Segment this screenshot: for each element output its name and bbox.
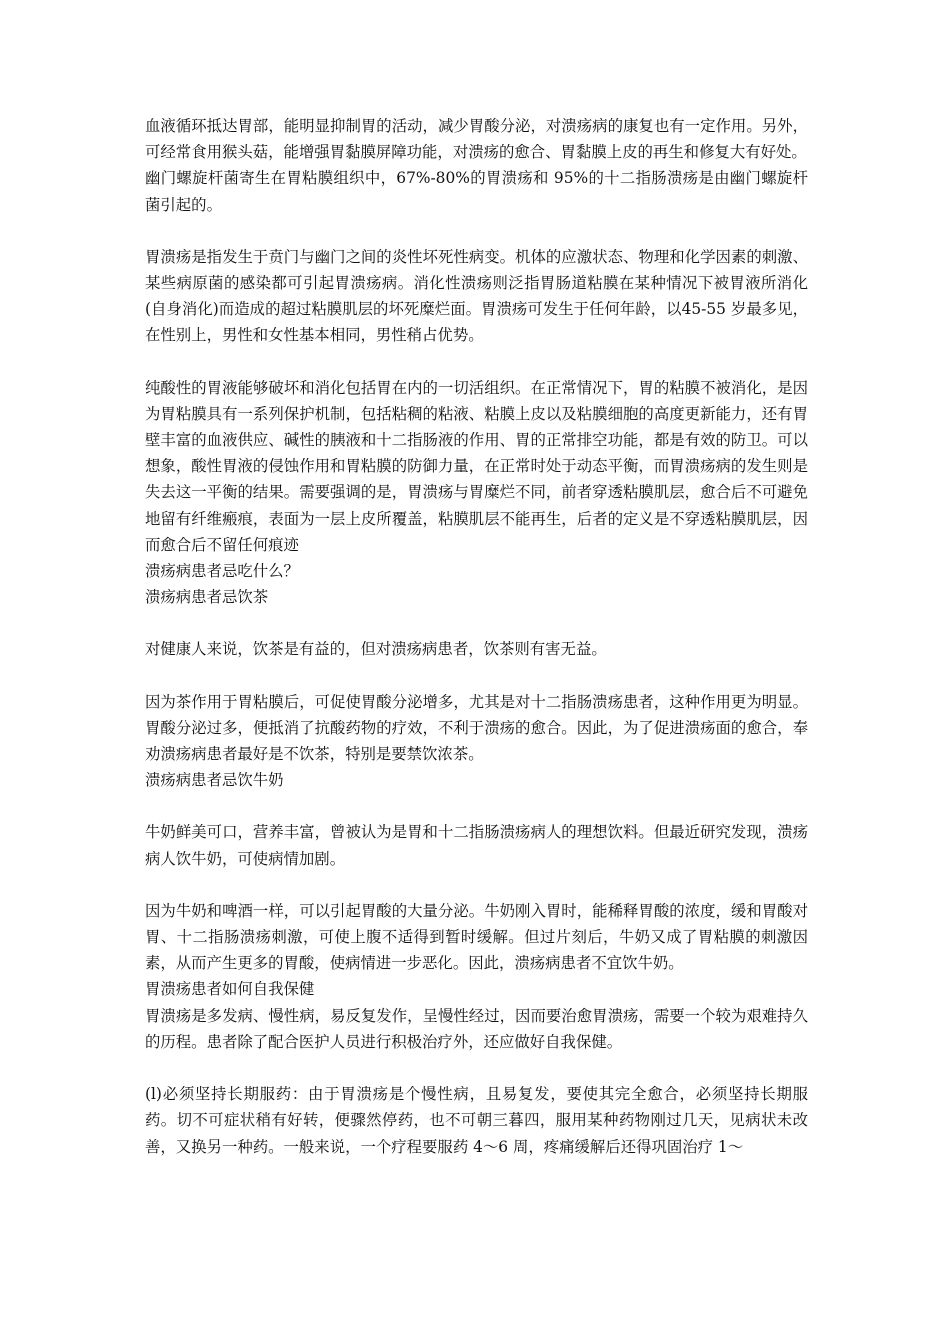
paragraph-milk-reason: 因为牛奶和啤酒一样，可以引起胃酸的大量分泌。牛奶刚入胃时，能稀释胃酸的浓度，缓和胃酸对胃、十二指肠溃疡刺激，可使上腹不适得到暂时缓解。但过片刻后，牛奶又成了胃粘膜的刺激因素，从而产生更多的胃酸，使病情进一步恶化。因此，溃疡病患者不宜饮牛奶。 xyxy=(145,901,808,973)
paragraph-mechanism: 纯酸性的胃液能够破坏和消化包括胃在内的一切活组织。在正常情况下，胃的粘膜不被消化，是因为胃粘膜具有一系列保护机制，包括粘稠的粘液、粘膜上皮以及粘膜细胞的高度更新能力，还有胃壁丰富的血液供应、碱性的胰液和十二指肠液的作用、胃的正常排空功能，都是有效的防卫。可以想象，酸性胃液的侵蚀作用和胃粘膜的防御力量，在正常时处于动态平衡，而胃溃疡病的发生则是失去这一平衡的结果。需要强调的是，胃溃疡与胃糜烂不同，前者穿透粘膜肌层，愈合后不可避免地留有纤维瘢痕，表面为一层上皮所覆盖，粘膜肌层不能再生，后者的定义是不穿透粘膜肌层，因而愈合后不留任何痕迹 xyxy=(145,378,808,554)
paragraph-mushroom: 血液循环抵达胃部，能明显抑制胃的活动，减少胃酸分泌，对溃疡病的康复也有一定作用。另外，可经常食用猴头菇，能增强胃黏膜屏障功能，对溃疡的愈合、胃黏膜上皮的再生和修复大有好处。 xyxy=(145,117,808,162)
paragraph-definition: 胃溃疡是指发生于贲门与幽门之间的炎性坏死性病变。机体的应激状态、物理和化学因素的刺激、某些病原菌的感染都可引起胃溃疡病。消化性溃疡则泛指胃肠道粘膜在某种情况下被胃液所消化(自身消化)而造成的超过粘膜肌层的坏死糜烂面。胃溃疡可发生于任何年龄，以45-55 岁最多见，在性别上，男性和女性基本相同，男性稍占优势。 xyxy=(145,247,808,345)
document-body xyxy=(145,113,808,1160)
paragraph-milk-intro: 牛奶鲜美可口，营养丰富，曾被认为是胃和十二指肠溃疡病人的理想饮料。但最近研究发现，溃疡病人饮牛奶，可使病情加剧。 xyxy=(145,823,808,868)
heading-avoid-tea: 溃疡病患者忌饮茶 xyxy=(145,588,269,607)
heading-self-care: 胃溃疡患者如何自我保健 xyxy=(145,980,315,999)
paragraph-tea-intro: 对健康人来说，饮茶是有益的，但对溃疡病患者，饮茶则有害无益。 xyxy=(145,640,607,659)
heading-avoid-milk: 溃疡病患者忌饮牛奶 xyxy=(145,771,284,790)
heading-diet-avoid: 溃疡病患者忌吃什么？ xyxy=(145,562,299,581)
paragraph-self-care-intro: 胃溃疡是多发病、慢性病，易反复发作，呈慢性经过，因而要治愈胃溃疡，需要一个较为艰难持久的历程。患者除了配合医护人员进行积极治疗外，还应做好自我保健。 xyxy=(145,1006,808,1051)
paragraph-helicobacter: 幽门螺旋杆菌寄生在胃粘膜组织中，67%-80%的胃溃疡和 95%的十二指肠溃疡是由幽门螺旋杆菌引起的。 xyxy=(145,169,808,214)
paragraph-tea-reason: 因为茶作用于胃粘膜后，可促使胃酸分泌增多，尤其是对十二指肠溃疡患者，这种作用更为明显。胃酸分泌过多，便抵消了抗酸药物的疗效，不利于溃疡的愈合。因此，为了促进溃疡面的愈合，奉劝溃疡病患者最好是不饮茶，特别是要禁饮浓茶。 xyxy=(145,692,808,764)
paragraph-long-term-medication: (l)必须坚持长期服药：由于胃溃疡是个慢性病，且易复发，要使其完全愈合，必须坚持长期服药。切不可症状稍有好转，便骤然停药，也不可朝三暮四，服用某种药物刚过几天，见病状未改善，又换另一种药。一般来说，一个疗程要服药 4～6 周，疼痛缓解后还得巩固治疗 1～ xyxy=(145,1085,808,1156)
